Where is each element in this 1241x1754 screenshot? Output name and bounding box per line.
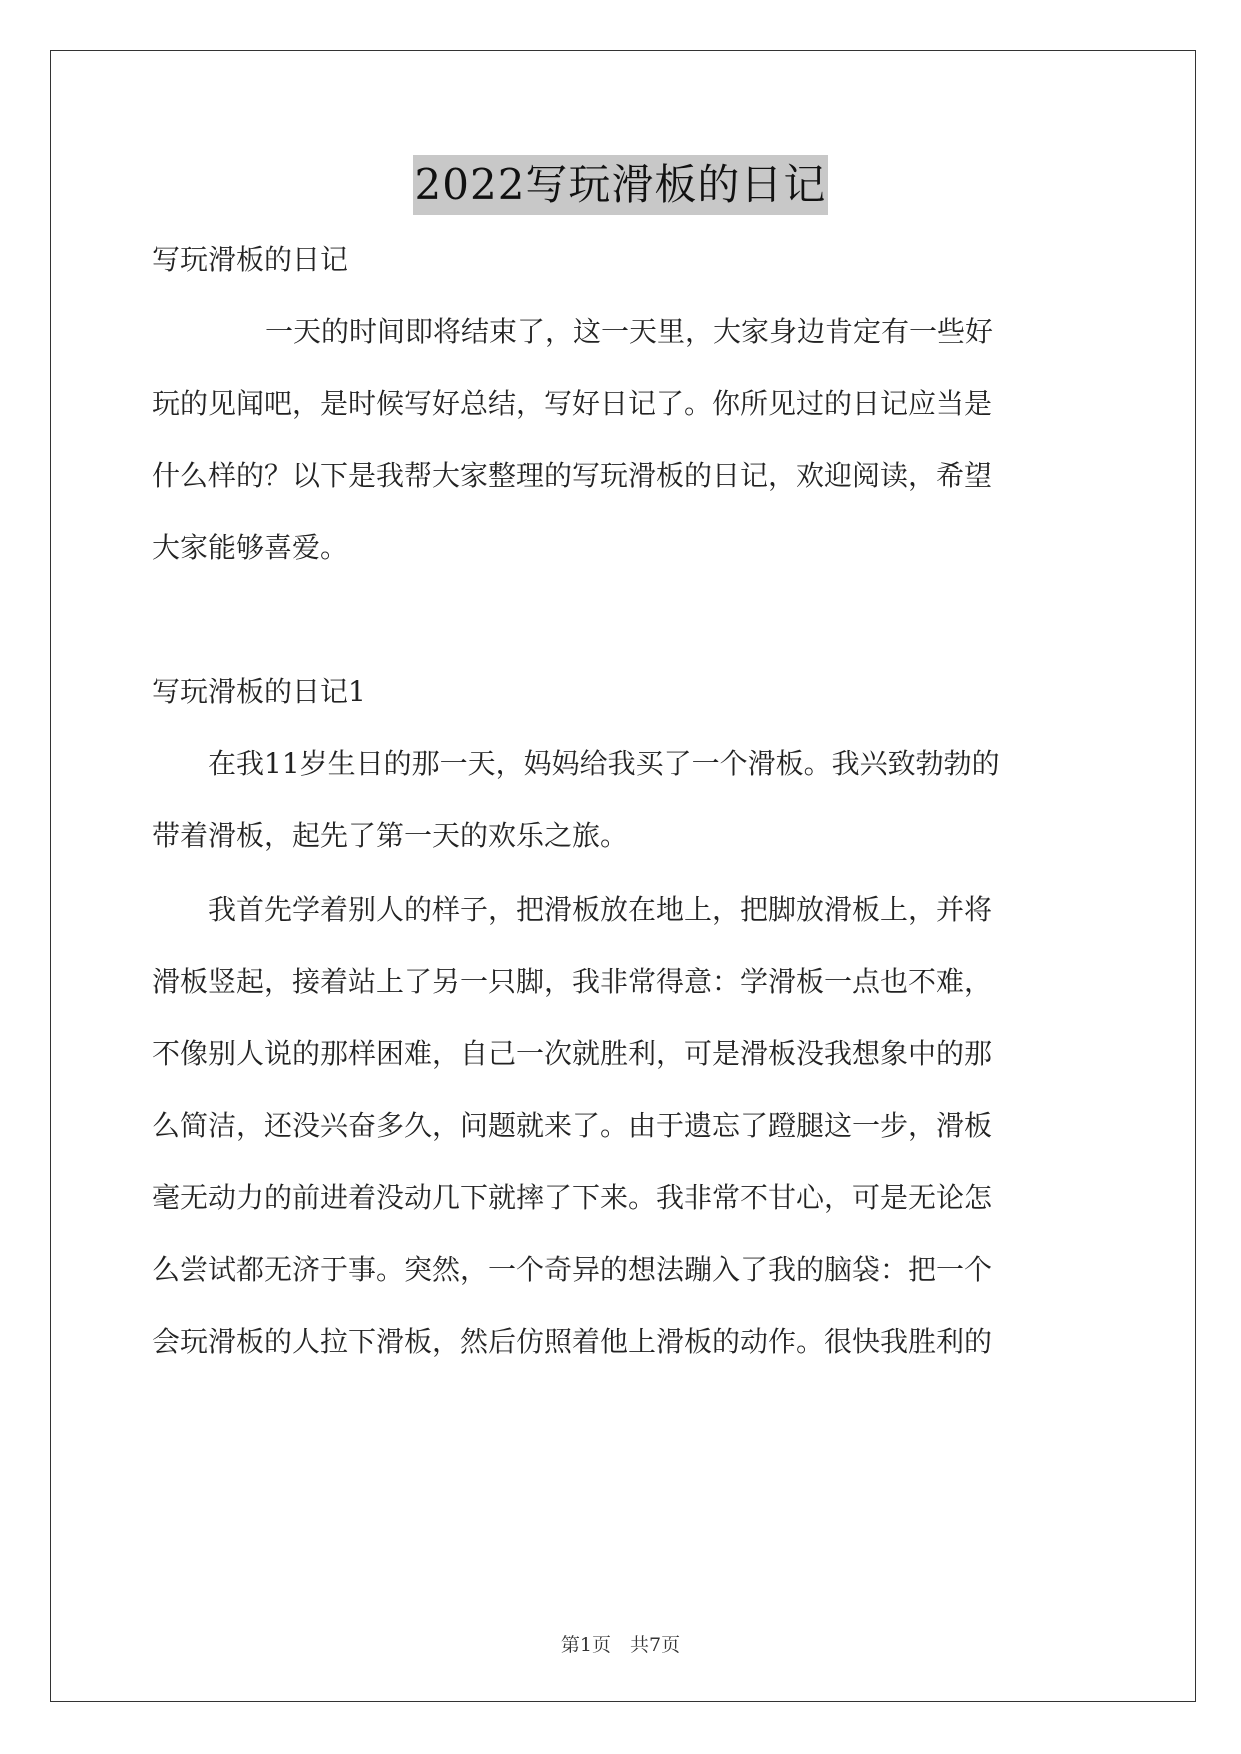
paragraph1-line-1-text: 在我11岁生日的那一天，妈妈给我买了一个滑板。我兴致勃勃的 xyxy=(208,747,1000,780)
intro-line-4 xyxy=(152,528,348,568)
paragraph2-line-7 xyxy=(152,1322,992,1362)
paragraph2-line-3 xyxy=(152,1034,992,1074)
subtitle: 写玩滑板的日记 xyxy=(152,243,349,276)
paragraph2-line-6-text: 么尝试都无济于事。突然，一个奇异的想法蹦入了我的脑袋：把一个 xyxy=(152,1253,993,1286)
paragraph2-line-1 xyxy=(208,890,992,930)
paragraph1-line-1 xyxy=(208,744,1000,784)
paragraph2-line-1-text: 我首先学着别人的样子，把滑板放在地上，把脚放滑板上，并将 xyxy=(208,893,993,926)
intro-line-1-text: 一天的时间即将结束了，这一天里，大家身边肯定有一些好 xyxy=(265,315,994,348)
paragraph2-line-7-text: 会玩滑板的人拉下滑板，然后仿照着他上滑板的动作。很快我胜利的 xyxy=(152,1325,993,1358)
paragraph2-line-4-text: 么简洁，还没兴奋多久，问题就来了。由于遗忘了蹬腿这一步，滑板 xyxy=(152,1109,993,1142)
intro-line-1 xyxy=(265,312,993,352)
paragraph2-line-4 xyxy=(152,1106,992,1146)
paragraph1-line-2 xyxy=(152,816,628,856)
page-border xyxy=(50,50,1196,1702)
page-number: 第1页 共7页 xyxy=(560,1634,681,1656)
intro-line-4-text: 大家能够喜爱。 xyxy=(152,531,349,564)
paragraph2-line-6 xyxy=(152,1250,992,1290)
intro-line-3 xyxy=(152,456,992,496)
paragraph1-line-2-text: 带着滑板，起先了第一天的欢乐之旅。 xyxy=(152,819,629,852)
paragraph2-line-2-text: 滑板竖起，接着站上了另一只脚，我非常得意：学滑板一点也不难， xyxy=(152,965,993,998)
paragraph2-line-2 xyxy=(152,962,992,1002)
intro-line-3-text: 什么样的？以下是我帮大家整理的写玩滑板的日记，欢迎阅读，希望 xyxy=(152,459,993,492)
intro-line-2-text: 玩的见闻吧，是时候写好总结，写好日记了。你所见过的日记应当是 xyxy=(152,387,993,420)
paragraph2-line-5-text: 毫无动力的前进着没动几下就摔了下来。我非常不甘心，可是无论怎 xyxy=(152,1181,993,1214)
intro-line-2 xyxy=(152,384,992,424)
title-wrap xyxy=(0,155,1241,215)
section-heading: 写玩滑板的日记1 xyxy=(152,675,366,708)
paragraph2-line-5 xyxy=(152,1178,992,1218)
document-title: 2022写玩滑板的日记 xyxy=(413,155,829,215)
paragraph2-line-3-text: 不像别人说的那样困难，自己一次就胜利，可是滑板没我想象中的那 xyxy=(152,1037,993,1070)
